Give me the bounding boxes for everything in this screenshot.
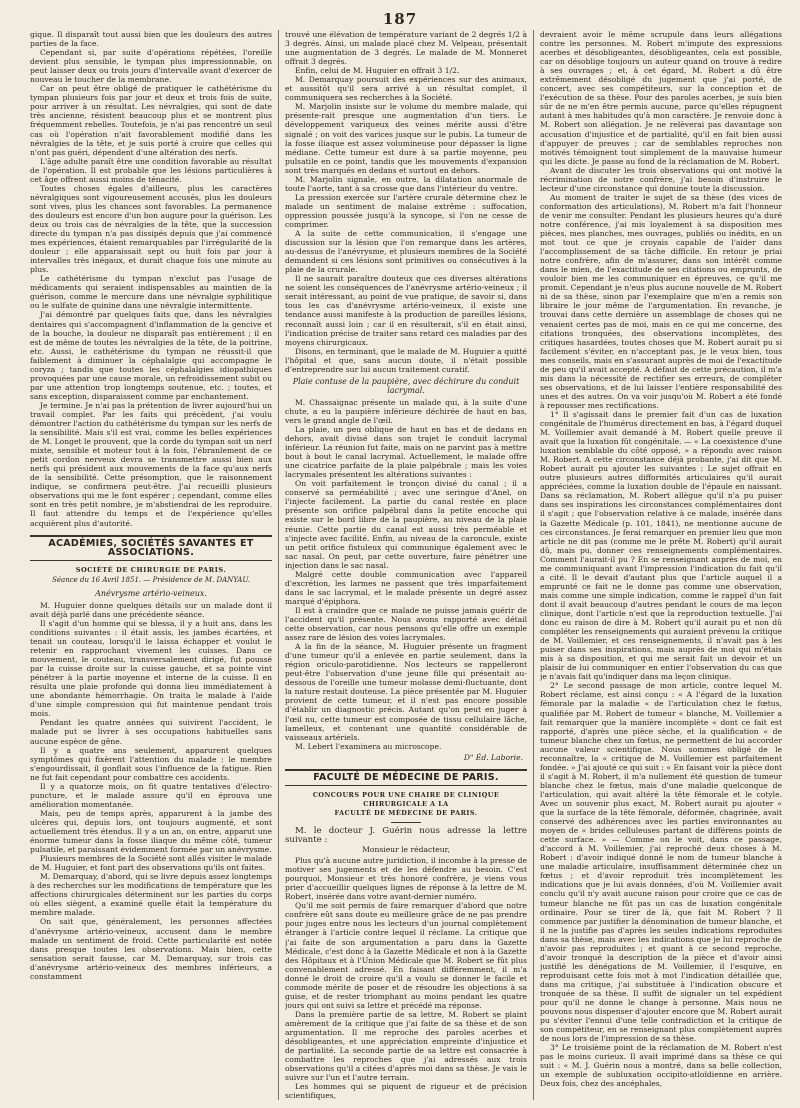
faculty-subtitle-1: CONCOURS POUR UNE CHAIRE DE CLINIQUE CHIRURGICALE A LA [312,790,500,808]
title-bar [391,822,421,823]
column-2-paragraphs [285,30,527,374]
faculty-title: FACULTÉ DE MÉDECINE DE PARIS. [313,771,499,783]
salutation: Monsieur le rédacteur, [362,845,450,855]
paragraph: M. Chassaignac présente un malade qui, à la suite d'une chute, a eu la paupière inférieure déchirée de haut en bas, vers le grand angle de l'œil. [285,397,528,425]
paragraph: Les hommes qui se piquent de rigueur et de précision scientifiques, [285,1082,528,1100]
paragraph: Car on peut être obligé de pratiquer le cathétérisme du tympan plusieurs fois par jour et deux et trois fois de suite, pour arriver à un résultat. Les névralgies, qui sont de date très ancienne, résistent beaucoup plus et se montrent plus fréquemment rebelles. Toutefois, je n'ai pas rencontré un seul cas où l'opération n'ait favorablement modifié dans les névralgies de la tête, et je suis porté à croire que celles qui n'ont pas guéri, dépendent d'une altération des nerfs. [30,84,273,157]
paragraph: trouvé une élévation de température variant de 2 degrés 1/2 à 3 degrés. Ainsi, un malade placé chez M. Velpeau, présentait une augmentation de 3 degrés. Le malade de M. Monneret offrait 3 degrés. [285,30,528,67]
paragraph: Disons, en terminant, que le malade de M. Huguier a quitté l'hôpital et que, sans aucun doute, il n'était possible d'entreprendre sur lui aucun traitement curatif. [285,346,528,374]
section-rule-thin [30,560,272,561]
paragraph: J'ai démontré par quelques faits que, dans les névralgies dentaires qui s'accompagnent d'inflammation de la gencive et de la bouche, la douleur ne disparaît pas entièrement ; il en est de même de toutes les névralgies de la tête, de la poitrine, etc. Aussi, le cathétérisme du tympan ne réussit-il que faiblement à diminuer la céphalalgie qui accompagne le coryza ; tandis que toutes les céphalalgies idiopathiques provoquées par une cause morale, un refroidissement subit ou par une attention trop longtemps soutenue, etc. ; toutes, et sans exception, disparaissent comme par enchantement. [30,310,273,401]
paragraph: Pendant les quatre années qui suivirent l'accident, le malade put se livrer à ses occupations habituelles sans aucune espèce de gêne. [30,718,273,746]
paragraph: On sait que, généralement, les personnes affectées d'anévrysme artério-veineux, accusent dans le membre malade un sentiment de froid. Cette particularité est notée dans presque toutes les observations. Mais bien, cette sensation serait fausse, car M. Demarquay, sur trois cas d'anévrysme artério-veineux des membres inférieurs, a constamment [30,917,273,981]
paragraph: Toutes choses égales d'ailleurs, plus les caractères névralgiques sont vigoureusement accusés, plus les douleurs sont vives, plus les chances sont favorables. La permanence des douleurs est encore d'un bon augure pour la guérison. Les deux ou trois cas de névralgies de la tête, que la succession directe du tympan n'a pas dissipés depuis que j'ai commencé mes expériences, étaient remarquables par l'irrégularité de la douleur ; elle apparaissait sept ou huit fois par jour à intervalles très inégaux, et durait chaque fois une minute au plus. [30,183,273,275]
paragraph: L'âge adulte paraît être une condition favorable au résultat de l'opération. Il est probable que les lésions particulières à cet âge offrent aussi moins de ténacité. [30,156,273,184]
section-rule [30,535,272,537]
paragraph: Le cathétérisme du tympan n'exclut pas l'usage de médicaments qui seraient indispensables au maintien de la guérison, comme le mercure dans une névralgie syphilitique ou le sulfate de quinine dans une névralgie intermittente. [30,274,273,311]
paragraph: 1° Il s'agissait dans le premier fait d'un cas de luxation congénitale de l'humérus directement en bas, à l'égard duquel M. Voillemier avait demandé à M. Robert quelle preuve il avait que la luxation fût congénitale. — « La coexistence d'une luxation semblable du côté opposé, » a répondu avec raison M. Robert. A cette circonstance déjà probante, j'ai dit que M. Robert aurait pu ajouter les suivantes : Le sujet offrait en outre plusieurs autres difformités articulaires qu'il aurait appréciées, comme la luxation double de l'épaule en naissant. Dans sa réclamation, M. Robert allègue qu'il n'a pu puiser dans ses inspirations les circonstances complémentaires dont il s'agit ; que l'observation relative à ce malade, insérée dans la Gazette Médicale (p. 101, 1841), ne mentionne aucune de ces circonstances. Je ferai remarquer en premier lieu que mon article ne dit pas (comme me le prête M. Robert) qu'il aurait dû, mais pu, donner ces renseignements complémentaires. Comment l'aurait-il pu ? En se renseignant auprès de moi, en me communiquant avant l'impression l'indication du fait qu'il a cité. Il le devait d'autant plus que l'article auquel il a emprunté ce fait ne le donne pas comme une observation, mais comme une simple indication, comme le rappel d'un fait dont il avait beaucoup d'autres pendant le cours de ma leçon clinique, dont l'article n'est que la reproduction textuelle. J'ai donc eu raison de dire à M. Robert qu'il aurait pu et non dû compléter les renseignements qui auraient prévenu la critique de M. Voillemier, et ces renseignements, il n'avait pas à les puiser dans ses inspirations, mais auprès de moi qui m'étais mis à sa disposition, et qui me serait fait un devoir et un plaisir de lui communiquer en entier l'observation du cas que je n'avais fait qu'indiquer dans ma leçon clinique. [540,409,783,682]
section-rule-2 [285,769,527,771]
column-2-paragraphs-2 [285,398,527,751]
paragraph: M. Marjolin signale, en outre, la dilatation anormale de toute l'aorte, tant à sa crosse que dans l'intérieur du ventre. [285,174,528,193]
column-2 [285,30,527,1100]
column-divider [278,30,279,1100]
paragraph: 3° Le troisième point de la réclamation de M. Robert n'est pas le moins curieux. Il avait imprimé dans sa thèse ce qui suit : « M. J. Guérin nous a montré, dans sa belle collection, un exemple de subluxation occipito-atloïdienne en arrière. Deux fois, chez des ancéphales, [540,1043,783,1089]
article-heading: Anévrysme artério-veineux. [95,588,207,598]
faculty-subtitle-2: FACULTÉ DE MÉDECINE DE PARIS. [334,808,478,817]
paragraph: Je termine. Je n'ai pas la prétention de livrer aujourd'hui un travail complet. Par les faits qui précèdent, j'ai voulu démontrer l'action du cathétérisme du tympan sur les nerfs de la sensibilité. Mais s'il est vrai, comme les belles expériences de M. Longet le prouvent, que la corde du tympan soit un nerf mixte, sensible et moteur tout à la fois, l'ébranlement de ce petit cordon nerveux devra se transmettre aussi bien aux nerfs qui président aux mouvements de la face qu'aux nerfs de la sensibilité. Cette présomption, que le raisonnement indique, se confirmera peut-être. J'ai recueilli plusieurs observations qui me le font espérer ; cependant, comme elles sont en très petit nombre, je m'abstiendrai de les reproduire. Il faut attendre du temps et de l'expérience qu'elles acquièrent plus d'autorité. [30,400,273,528]
page-number: 187 [382,10,418,28]
article-heading-plaie: Plaie contuse de la paupière, avec déchirure du conduit lacrymal. [292,376,520,395]
paragraph: Au moment de traiter le sujet de sa thèse (des vices de conformation des articulations), M. Robert m'a fait l'honneur de venir me consulter. Pendant les plusieurs heures qu'a duré notre conférence, j'ai mis loyalement à sa disposition mes pièces, mes planches, mes ouvrages, publiés ou inédits, en un mot tout ce que je croyais capable de l'aider dans l'accomplissement de sa tâche difficile. En retour je priai notre confrère, afin de m'assurer, dans son intérêt comme dans le mien, de l'exactitude de ses citations ou emprunts, de vouloir bien me les communiquer en épreuves, ce qu'il me promit. Cependant je n'eus plus aucune nouvelle de M. Robert ni de sa thèse, sinon par l'exemplaire que m'en a remis son libraire le jour même de l'argumentation. En revanche, je trouvai dans cette dernière un assemblage de choses qui ne venaient certes pas de moi, mais en ce qui me concerne, des citations tronquées, des observations incomplètes, des critiques hasardées, toutes choses que M. Robert aurait pu si facilement s'éviter, en n'acceptant pas, je le veux bien, tous mes conseils, mais en s'assurant auprès de moi de l'exactitude de peu qu'il avait accepté. A défaut de cette précaution, il m'a mis dans la nécessité de rectifier ses erreurs, de compléter ses observations, et de lui laisser l'entière responsabilité des unes et des autres. On va voir jusqu'où M. Robert a été fondé à repousser mes rectifications. [540,192,783,410]
paragraph: Il ne saurait paraître douteux que ces diverses altérations ne soient les conséquences de l'anévrysme artério-veineux ; il serait intéressant, au point de vue pratique, de savoir si, dans tous les cas d'anévrysme artério-veineux, il existe une tendance aussi manifeste à la production de pareilles lésions, reconnaît aussi loin ; car il en résulterait, s'il en était ainsi, l'indication précise de traiter sans retard ces maladies par des moyens chirurgicaux. [285,274,528,347]
paragraph: La pression exercée sur l'artère crurale détermine chez le malade un sentiment de malaise extrême : suffocation, oppression poussée jusqu'à la syncope, si l'on ne cesse de comprimer. [285,192,528,229]
column-1-paragraphs [30,30,272,528]
paragraph: Qu'il me soit permis de faire remarquer d'abord que notre confrère eût sans doute eu meilleure grâce de ne pas prendre pour juges entre nous les lecteurs d'un journal complètement étranger à l'article contre lequel il réclame. La critique que j'ai faite de son argumentation a paru dans la Gazette Médicale, c'est donc à la Gazette Médicale et non à la Gazette des Hôpitaux et à l'Union Médicale que M. Robert se fût plus convenablement adressé. En faisant différemment, il m'a donné le droit de croire qu'il a voulu se donner le facile et commode mérite de poser et de résoudre les objections à sa guise, et de rester triomphant au moins pendant les quatre jours qui ont suivi sa lettre et précédé ma réponse. [285,901,528,1010]
paragraph: Cependant si, par suite d'opérations répétées, l'oreille devient plus sensible, le tympan plus impressionnable, on peut laisser deux ou trois jours d'intervalle avant d'exercer de nouveau le toucher de la membrane. [30,48,273,85]
paragraph: gique. Il disparaît tout aussi bien que les douleurs des autres parties de la face. [30,30,273,49]
paragraph: On voit parfaitement le tronçon divisé du canal ; il a conservé sa perméabilité ; avec une seringue d'Anel, on l'injecte facilement. La partie du canal restée en place présente son orifice palpébral dans la petite encoche qui existe sur le bord libre de la paupière, au niveau de la plaie réunie. Cette partie du canal est aussi très perméable et s'injecte avec facilité. Enfin, au niveau de la caroncule, existe un petit orifice fistuleux qui communique également avec le sac nasal. On peut, par cette ouverture, faire pénétrer une injection dans le sac nasal. [285,479,528,570]
section-title: ACADÉMIES, SOCIÉTÉS SAVANTES ET ASSOCIATIONS. [48,537,254,558]
column-3-paragraphs [540,30,782,1088]
paragraph: devraient avoir le même scrupule dans leurs allégations contre les personnes. M. Robert m'impute des expressions acerbes et désobligeantes, désobligeantes, cela est possible, car on désoblige toujours un auteur quand on trouve à redire à ses ouvrages ; et, à cet égard, M. Robert a dû être extrêmement désobligé du jugement que j'ai porté, de concert, avec ses compétiteurs, sur la conception et de l'exécution de sa thèse. Pour des paroles acerbes, je suis bien sûr de ne m'en être permis aucune, parce qu'elles répugnent autant à mes habitudes qu'à mon caractère. Je renvoie donc à M. Robert son allégation. Je ne relèverai pas davantage son accusation d'injustice et de partialité, qu'il en fait bien aussi d'appuyer de preuves ; car de semblables reproches non motivés témoignent tout simplement de la mauvaise humeur qui les dicte. Je passe au fond de la réclamation de M. Robert. [540,30,783,166]
paragraph: Mais, peu de temps après, apparurent à la jambe des ulcères qui, depuis lors, ont toujours augmenté, et sont actuellement très étendus. Il y a un an, on entre, apparut une énorme tumeur dans la fosse iliaque du même côté, tumeur pulsatile, et paraissant évidemment formée par un anévrysme. [30,808,273,855]
paragraph: Il est à craindre que ce malade ne puisse jamais guérir de l'accident qu'il présente. Nous avons rapporté avec détail cette observation, car nous pensons qu'elle offre un exemple assez rare de lésion des voies lacrymales. [285,605,528,643]
paragraph: Il y a quatre ans seulement, apparurent quelques symptômes qui fixèrent l'attention du malade : le membre s'engourdissait, il gonflait sous l'influence de la fatigue. Rien ne fut fait cependant pour combattre ces accidents. [30,745,273,782]
paragraph: Enfin, celui de M. Huguier en offrait 3 1/2. [295,66,460,76]
column-3 [540,30,782,1100]
paragraph: Il y a quatorze mois, on fit quatre tentatives d'électro-puncture, et le malade assure qu'il en éprouva une amélioration momentanée. [30,781,273,809]
paragraph: M. Huguier donne quelques détails sur un malade dont il avait déjà parlé dans une précédente séance. [30,600,273,619]
letter-intro: M. le docteur J. Guérin nous adresse la lettre suivante : [285,825,528,845]
signature: D" Éd. Laborie. [463,752,524,762]
paragraph: M. Marjolin insiste sur le volume du membre malade, qui présente-rait presque une augmentation d'un tiers. Le développement variqueux des veines mérite aussi d'être signalé ; on voit des varices jusque sur le pubis. La tumeur de la fosse iliaque est assez volumineuse pour dépasser la ligne médiane. Cette tumeur est dure à sa partie moyenne, peu pulsatile en ce point, tandis que les mouvements d'expansion sont très marqués en dedans et surtout en dehors. [285,102,528,175]
paragraph: M. Demarquay poursuit des expériences sur des animaux, et aussitôt qu'il sera arrivé à un résultat complet, il communiquera ses recherches à la Société. [285,75,528,103]
paragraph: M. Lebert l'examinera au microscope. [295,741,442,751]
society-name: SOCIÉTÉ DE CHIRURGIE DE PARIS. [75,565,227,574]
columns [30,30,782,1100]
paragraph: 2° Le second passage de mon article, contre lequel M. Robert réclame, est ainsi conçu : « A l'égard de la luxation fémorale par la maladie « de l'articulation chez le fœtus, qualifiée par M. Robert de tumeur « blanche, M. Voillemier a fait remarquer que la manière incomplète « dont ce fait est rapporté, d'après une pièce sèche, et la qualification « de tumeur blanche chez un fœtus, ne permettent de lui accorder aucune valeur scientifique. Nous sommes obligé de le reconnaître, la « critique de M. Voillemier est parfaitement fondée. » J'ai ajouté ce qui suit : « En faisant voir la pièce dont il s'agit à M. Robert, il m'a nullement été question de tumeur blanche chez le fœtus, mais d'une maladie quelconque de l'articulation, qui avait altéré la tête fémorale et le cotyle. Avec un souvenir plus exact, M. Robert aurait pu ajouter « que la surface de la tête fémorale, déformée, chagrinée, avait conservé des adhérences avec les parties environnantes au moyen de « brides celluleuses partant de différens points de cette surface. » — Comme on le voit, dans ce passage, d'accord à M. Voillemier, j'ai reproché deux choses à M. Robert : d'avoir indiqué donné le nom de tumeur blanche à une maladie articulaire, insuffisamment déterminée chez un fœtus ; et d'avoir reproduit très incomplètement les indications que je lui avais données, d'où M. Voillemier avait conclu qu'il n'y avait aucune raison pour croire que ce cas de tumeur blanche ne fût pas un cas de luxation congénitale ordinaire. Pour se tirer de là, que fait M. Robert ? Il commence par justifier la dénomination de tumeur blanche, et il ne la justifie pas d'après les seules indications reproduites dans sa thèse, mais avec les indications que je lui reproche de n'avoir pas reproduites ; et quant à ce second reproche, d'avoir tronqué la description de la pièce et d'avoir ainsi justifié les dénégations de M. Voillemier, il l'esquive, en reproduisant cette fois mot à mot l'indication détaillée que, dans ma critique, j'ai substituée à l'indication obscure et tronquée de sa thèse. Il suffit de signaler un tel expédient pour qu'il ne donne le change à personne. Mais nous ne pouvons nous dispenser d'ajouter encore que M. Robert aurait pu s'éviter l'ennui d'une telle contradiction et la critique de son compétiteur, en se renseignant plus complètement auprès de nous lors de l'impression de sa thèse. [540,681,783,1044]
paragraph: Plus qu'à aucune autre juridiction, il incombe à la presse de motiver ses jugements et de les défendre au besoin. C'est pourquoi, Monsieur et très honoré confrère, je viens vous prier d'accueillir quelques lignes de réponse à la lettre de M. Robert, insérée dans votre avant-dernier numéro. [285,856,528,902]
paragraph: A la suite de cette communication, il s'engage une discussion sur la lésion que l'on remarque dans les artères, au-dessus de l'anévrysme, et plusieurs membres de la Société demandent si ces lésions sont primitives ou consécutives à la plaie de la crurale. [285,229,528,275]
paragraph: Dans la première partie de sa lettre, M. Robert se plaint amèrement de la critique que j'ai faite de sa thèse et de son argumentation. Il me reproche des paroles acerbes et désobligeantes, et une appréciation empreinte d'injustice et de partialité. La seconde partie de sa lettre est consacrée à combattre les reproches que j'ai adressés aux trois observations qu'il a citées d'après moi dans sa thèse. Je vais le suivre sur l'un et l'autre terrain. [285,1009,528,1083]
section-rule-thin-2 [285,785,527,786]
paragraph: M. Demarquay, d'abord, qui se livre depuis assez longtemps à des recherches sur les modifications de température que les affections chirurgicales déterminent sur les parties du corps où elles siègent, a examiné quelle était la température du membre malade. [30,872,273,918]
paragraph: Il s'agit d'un homme qui se blessa, il y a huit ans, dans les conditions suivantes : il était assis, les jambes écartées, et tenait un couteau, lorsqu'il le laissa échapper et voulut le retenir en rapprochant vivement les cuisses. Dans ce mouvement, le couteau, transversalement dirigé, fut poussé par la cuisse droite sur la cuisse gauche, et sa pointe vint pénétrer à la partie moyenne et interne de la cuisse. Il en résulta une plaie profonde qui donna lieu immédiatement à une abondante hémorrhagie. On traita le malade à l'aide d'une simple compression qui fut maintenue pendant trois mois. [30,618,273,719]
column-divider-2 [533,30,534,1100]
session-line: Séance du 16 Avril 1851. — Présidence de M. DANYAU. [52,575,250,584]
paragraph: Plusieurs membres de la Société sont allés visiter le malade de M. Huguier, et font part des observations qu'ils ont faites. [30,854,273,873]
paragraph: Avant de discuter les trois observations qui ont motivé la récrimination de notre confrère, j'ai besoin d'instruire le lecteur d'une circonstance qui domine toute la discussion. [540,165,783,193]
paragraph: A la fin de la séance, M. Huguier présente un fragment d'une tumeur qu'il a enlevée en partie seulement, dans la région oriculo-parotidienne. Nos lecteurs se rappelleront peut-être l'observation d'une jeune fille qui présentait au-dessous de l'oreille une tumeur molasse demi-fluctuante, dont la nature restait douteuse. La pièce présentée par M. Huguier provient de cette tumeur, et il n'est pas encore possible d'établir un diagnostic précis. Autant qu'on peut en juger à l'œil nu, cette tumeur est composée de tissu cellulaire lâche, lamelleux, et contenant une quantité considérable de vaisseaux artériels. [285,642,528,742]
column-2-paragraphs-3 [285,856,527,1100]
paragraph: Malgré cette double communication avec l'appareil d'excrétion, les larmes ne passent que très imparfaitement dans le sac lacrymal, et le malade présente un degré assez marqué d'épiphora. [285,569,528,606]
column-1 [30,30,272,1100]
paragraph: La plaie, un peu oblique de haut en bas et de dedans en dehors, avait divisé dans son trajet le conduit lacrymal inférieur. La réunion fut faite, mais on ne parvint pas à mettre bout à bout le canal lacrymal. Actuellement, le malade offre une cicatrice parfaite de la plaie palpébrale ; mais les voies lacrymales présentent les altérations suivantes : [285,425,528,480]
column-1-paragraphs-2 [30,601,272,981]
